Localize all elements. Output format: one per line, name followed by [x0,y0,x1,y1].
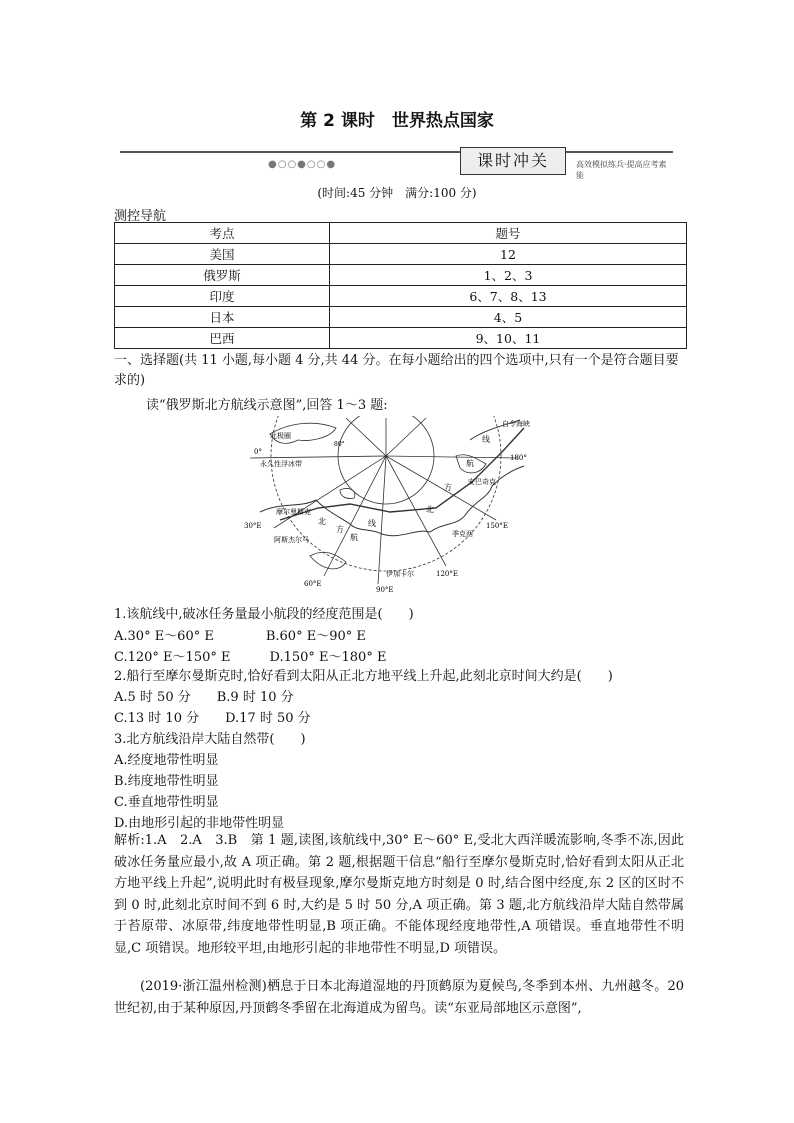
label-bering: 白令海峡 [502,420,530,428]
route-char: 线 [368,519,376,528]
route-char: 线 [482,435,490,444]
nav-topic: 日本 [115,307,330,328]
northern-route-map [240,416,550,594]
route-char: 方 [444,483,452,492]
table-row [115,244,687,265]
q1-stem: 1.该航线中,破冰任务量最小航段的经度范围是( ) [114,607,414,622]
nav-topic: 巴西 [115,328,330,349]
nav-title: 测控导航 [114,209,167,224]
banner-tagline: 高效模拟练兵·提高应考素能 [576,160,667,180]
q3-stem: 3.北方航线沿岸大陆自然带( ) [114,732,306,747]
meridian-minor [346,418,386,456]
nav-questions: 9、10、11 [330,328,687,349]
page-title: 第 2 课时 世界热点国家 [300,111,494,131]
table-row [115,286,687,307]
banner-label: 课时冲关 [460,147,566,175]
route-char: 北 [318,517,326,526]
q3-option: B.纬度地带性明显 [114,774,219,789]
q3-option: A.经度地带性明显 [114,753,219,768]
nav-table [114,222,687,349]
exam-timing: (时间:45 分钟 满分:100 分) [317,186,477,200]
label-permafrost: 永久性浮冰带 [260,460,302,468]
label-lon-0: 0° [254,448,262,456]
table-row [115,265,687,286]
nav-questions: 1、2、3 [330,265,687,286]
q1-options-cd: C.120° E～150° E D.150° E～180° E [114,650,387,665]
nav-header-topic: 考点 [115,223,330,244]
meridian-0 [250,456,386,458]
route-char: 航 [350,533,358,542]
coast-detail [310,552,346,569]
table-row [115,307,687,328]
nav-header-questions: 题号 [330,223,687,244]
banner-rule [120,151,673,153]
route-char: 航 [466,459,474,468]
meridian-minor [386,418,426,456]
label-lon-120: 120°E [436,570,458,578]
island-novaya-zemlya [340,488,355,498]
label-lon-60: 60°E [304,580,322,588]
eurasia-coast [260,466,524,536]
label-arkhangelsk: 阿斯杰尔马 [274,536,309,544]
q3-option: C.垂直地带性明显 [114,795,219,810]
nav-topic: 印度 [115,286,330,307]
q2-options-ab: A.5 时 50 分 B.9 时 10 分 [114,690,294,705]
meridian-60 [324,456,386,576]
label-igarka: 伊加卡尔 [386,570,414,578]
q2-stem: 2.船行至摩尔曼斯克时,恰好看到太阳从正北方地平线上升起,此刻北京时间大约是( ) [114,669,613,684]
meridian-90 [378,456,386,584]
nav-table-header [115,223,687,244]
nav-questions: 6、7、8、13 [330,286,687,307]
label-arctic-circle: 北极圈 [270,432,291,440]
q1-options-ab: A.30° E～60° E B.60° E～90° E [114,629,366,644]
nav-topic: 美国 [115,244,330,265]
section-banner [120,146,673,178]
route-char: 北 [426,505,434,514]
nav-topic: 俄罗斯 [115,265,330,286]
question-intro: 读“俄罗斯北方航线示意图”,回答 1～3 题: [146,398,388,413]
question-intro: (2019·浙江温州检测)栖息于日本北海道湿地的丹顶鹤原为夏候鸟,冬季到本州、九州越冬。20 世纪初,由于某种原因,丹顶鹤冬季留在北海道成为留鸟。读“东亚局部地区示意图”, [114,979,684,1016]
label-tiksi: 季克西 [452,530,473,538]
label-lon-90: 90°E [376,586,394,594]
label-anbaqike: 安巴奇克 [468,478,496,486]
table-row [115,328,687,349]
section-heading: 一、选择题(共 11 小题,每小题 4 分,共 44 分。在每小题给出的四个选项中,只有一个是符合题目要求的) [114,353,679,388]
label-murmansk: 摩尔曼斯克 [276,508,311,516]
label-lon-30: 30°E [244,522,262,530]
label-lon-180: 180° [510,454,527,462]
banner-dots: ●○○●○○● [268,159,337,170]
nav-questions: 12 [330,244,687,265]
label-lon-150: 150°E [486,522,508,530]
label-lat-80: 80° [334,441,345,448]
route-char: 方 [336,525,344,534]
q3-option: D.由地形引起的非地带性明显 [114,816,285,831]
q2-options-cd: C.13 时 10 分 D.17 时 50 分 [114,711,311,726]
analysis-text: 解析:1.A 2.A 3.B 第 1 题,读图,该航线中,30° E～60° E,受北大西洋暖流影响,冬季不冻,因此破冰任务量应最小,故 A 项正确。第 2 题,根据题干信息“船行至摩尔曼斯克时,恰好看到太阳从正北方地平线上升起”,说明此时有极昼现象,摩尔曼斯克地方时刻是 0 时,结合图中经度,东 2 区的区时不到 0 时,此刻北京时间不到 6 时,大约是 5 时 50 分,A 项正确。第 3 题,北方航线沿岸大陆自然带属于苔原带、冰原带,纬度地带性明显,B 项正确。不能体现经度地带性,A 项错误。垂直地带性不明显,C 项错误。地形较平坦,由地形引起的非地带性不明显,D 项错误。 [114,833,684,956]
nav-questions: 4、5 [330,307,687,328]
